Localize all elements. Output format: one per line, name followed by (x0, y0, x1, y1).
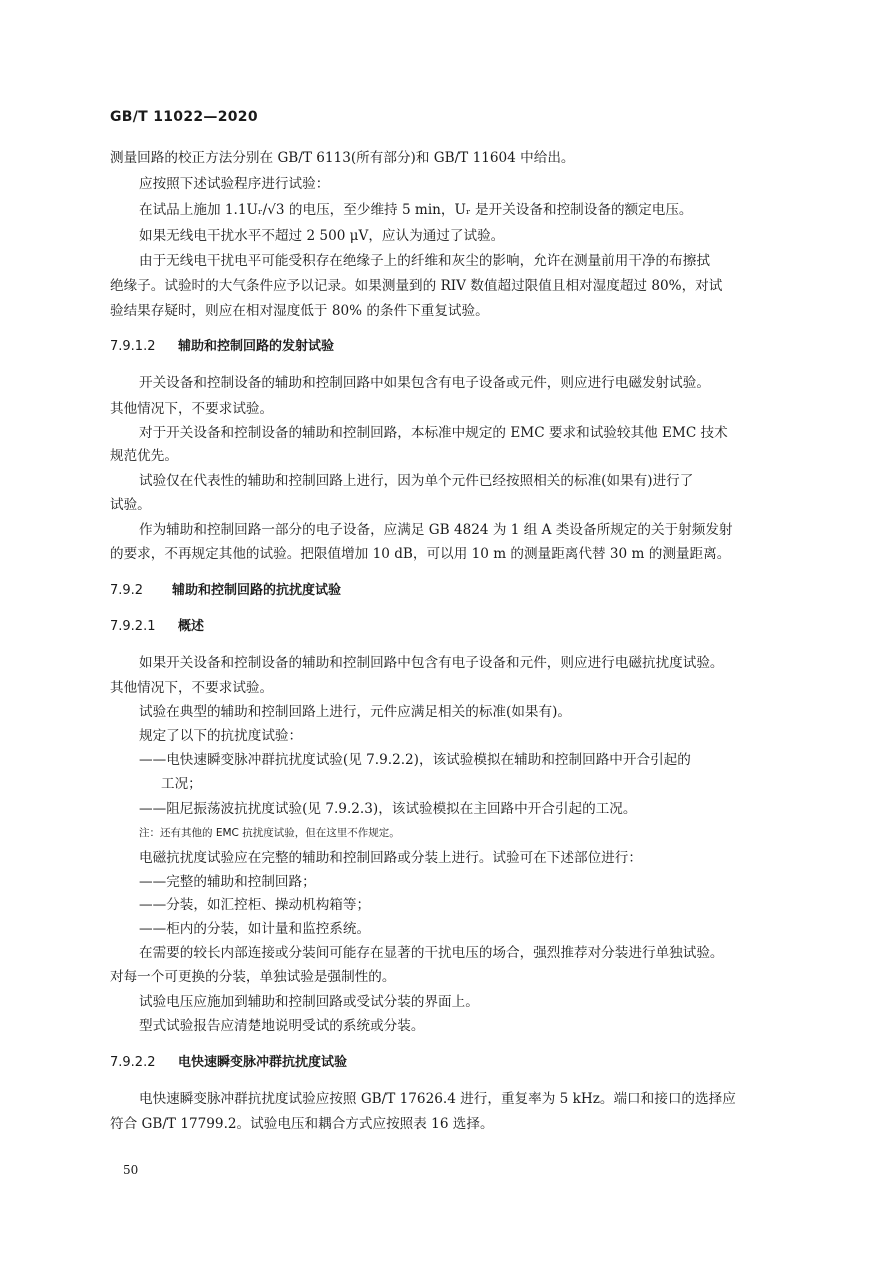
section-title: 电快速瞬变脉冲群抗扰度试验 (178, 1055, 348, 1070)
body-line: 开关设备和控制设备的辅助和控制回路中如果包含有电子设备或元件，则应进行电磁发射试验。 (139, 375, 710, 391)
body-line: 电磁抗扰度试验应在完整的辅助和控制回路或分装上进行。试验可在下述部位进行： (139, 850, 642, 866)
body-line: 绝缘子。试验时的大气条件应予以记录。如果测量到的 RIV 数值超过限值且相对湿度超过 80%，对试 (110, 278, 723, 294)
section-heading-7-9-2-2 (110, 1054, 347, 1072)
body-line: 在需要的较长内部连接或分装间可能存在显著的干扰电压的场合，强烈推荐对分装进行单独试验。 (139, 945, 724, 961)
body-line: 规范优先。 (110, 448, 178, 464)
section-number: 7.9.1.2 (110, 339, 156, 354)
list-item: ——分装，如汇控柜、操动机构箱等； (139, 897, 371, 913)
body-line: 其他情况下，不要求试验。 (110, 680, 274, 696)
list-item-continuation: 工况； (161, 776, 202, 792)
standard-code: GB/T 11022—2020 (110, 109, 258, 125)
body-line: 在试品上施加 1.1Uᵣ/√3 的电压，至少维持 5 min，Uᵣ 是开关设备和控制设备的额定电压。 (139, 202, 693, 218)
body-line: 如果开关设备和控制设备的辅助和控制回路中包含有电子设备和元件，则应进行电磁抗扰度试验。 (139, 655, 724, 671)
body-line: 由于无线电干扰电平可能受积存在绝缘子上的纤维和灰尘的影响，允许在测量前用干净的布擦拭 (139, 253, 710, 269)
body-line: 对每一个可更换的分装，单独试验是强制性的。 (110, 969, 396, 985)
body-line: 试验在典型的辅助和控制回路上进行，元件应满足相关的标准(如果有)。 (139, 704, 572, 720)
section-heading-7-9-2 (110, 582, 341, 600)
section-number: 7.9.2.1 (110, 619, 156, 634)
body-line: 试验。 (110, 497, 151, 513)
list-item: ——柜内的分装，如计量和监控系统。 (139, 921, 371, 937)
section-heading-7-9-1-2 (110, 338, 334, 356)
body-line: 试验仅在代表性的辅助和控制回路上进行，因为单个元件已经按照相关的标准(如果有)进行了 (139, 473, 694, 489)
body-line: 作为辅助和控制回路一部分的电子设备，应满足 GB 4824 为 1 组 A 类设备所规定的关于射频发射 (139, 522, 733, 538)
body-line: 对于开关设备和控制设备的辅助和控制回路，本标准中规定的 EMC 要求和试验较其他 EMC 技术 (139, 425, 728, 441)
list-item: ——电快速瞬变脉冲群抗扰度试验(见 7.9.2.2)，该试验模拟在辅助和控制回路中开合引起的 (139, 752, 691, 768)
section-title: 辅助和控制回路的抗扰度试验 (172, 583, 342, 598)
body-line: 电快速瞬变脉冲群抗扰度试验应按照 GB/T 17626.4 进行，重复率为 5 kHz。端口和接口的选择应 (139, 1091, 736, 1107)
section-number: 7.9.2.2 (110, 1055, 156, 1070)
body-line: 应按照下述试验程序进行试验： (139, 176, 330, 192)
body-line: 其他情况下，不要求试验。 (110, 401, 274, 417)
body-line: 验结果存疑时，则应在相对湿度低于 80% 的条件下重复试验。 (110, 303, 489, 319)
body-line: 测量回路的校正方法分别在 GB/T 6113(所有部分)和 GB/T 11604 中给出。 (110, 150, 575, 166)
section-number: 7.9.2 (110, 583, 144, 598)
body-line: 规定了以下的抗扰度试验： (139, 728, 303, 744)
body-line: 的要求，不再规定其他的试验。把限值增加 10 dB，可以用 10 m 的测量距离代替 30 m 的测量距离。 (110, 546, 731, 562)
section-title: 辅助和控制回路的发射试验 (178, 339, 335, 354)
body-line: 试验电压应施加到辅助和控制回路或受试分装的界面上。 (139, 994, 479, 1010)
list-item: ——完整的辅助和控制回路； (139, 874, 316, 890)
page-number: 50 (123, 1163, 139, 1177)
body-line: 型式试验报告应清楚地说明受试的系统或分装。 (139, 1018, 425, 1034)
body-line: 符合 GB/T 17799.2。试验电压和耦合方式应按照表 16 选择。 (110, 1116, 494, 1132)
list-item: ——阻尼振荡波抗扰度试验(见 7.9.2.3)，该试验模拟在主回路中开合引起的工况。 (139, 801, 637, 817)
body-line: 如果无线电干扰水平不超过 2 500 μV，应认为通过了试验。 (139, 228, 505, 244)
note: 注：还有其他的 EMC 抗扰度试验，但在这里不作规定。 (139, 827, 400, 839)
section-title: 概述 (178, 619, 205, 634)
section-heading-7-9-2-1 (110, 618, 204, 636)
